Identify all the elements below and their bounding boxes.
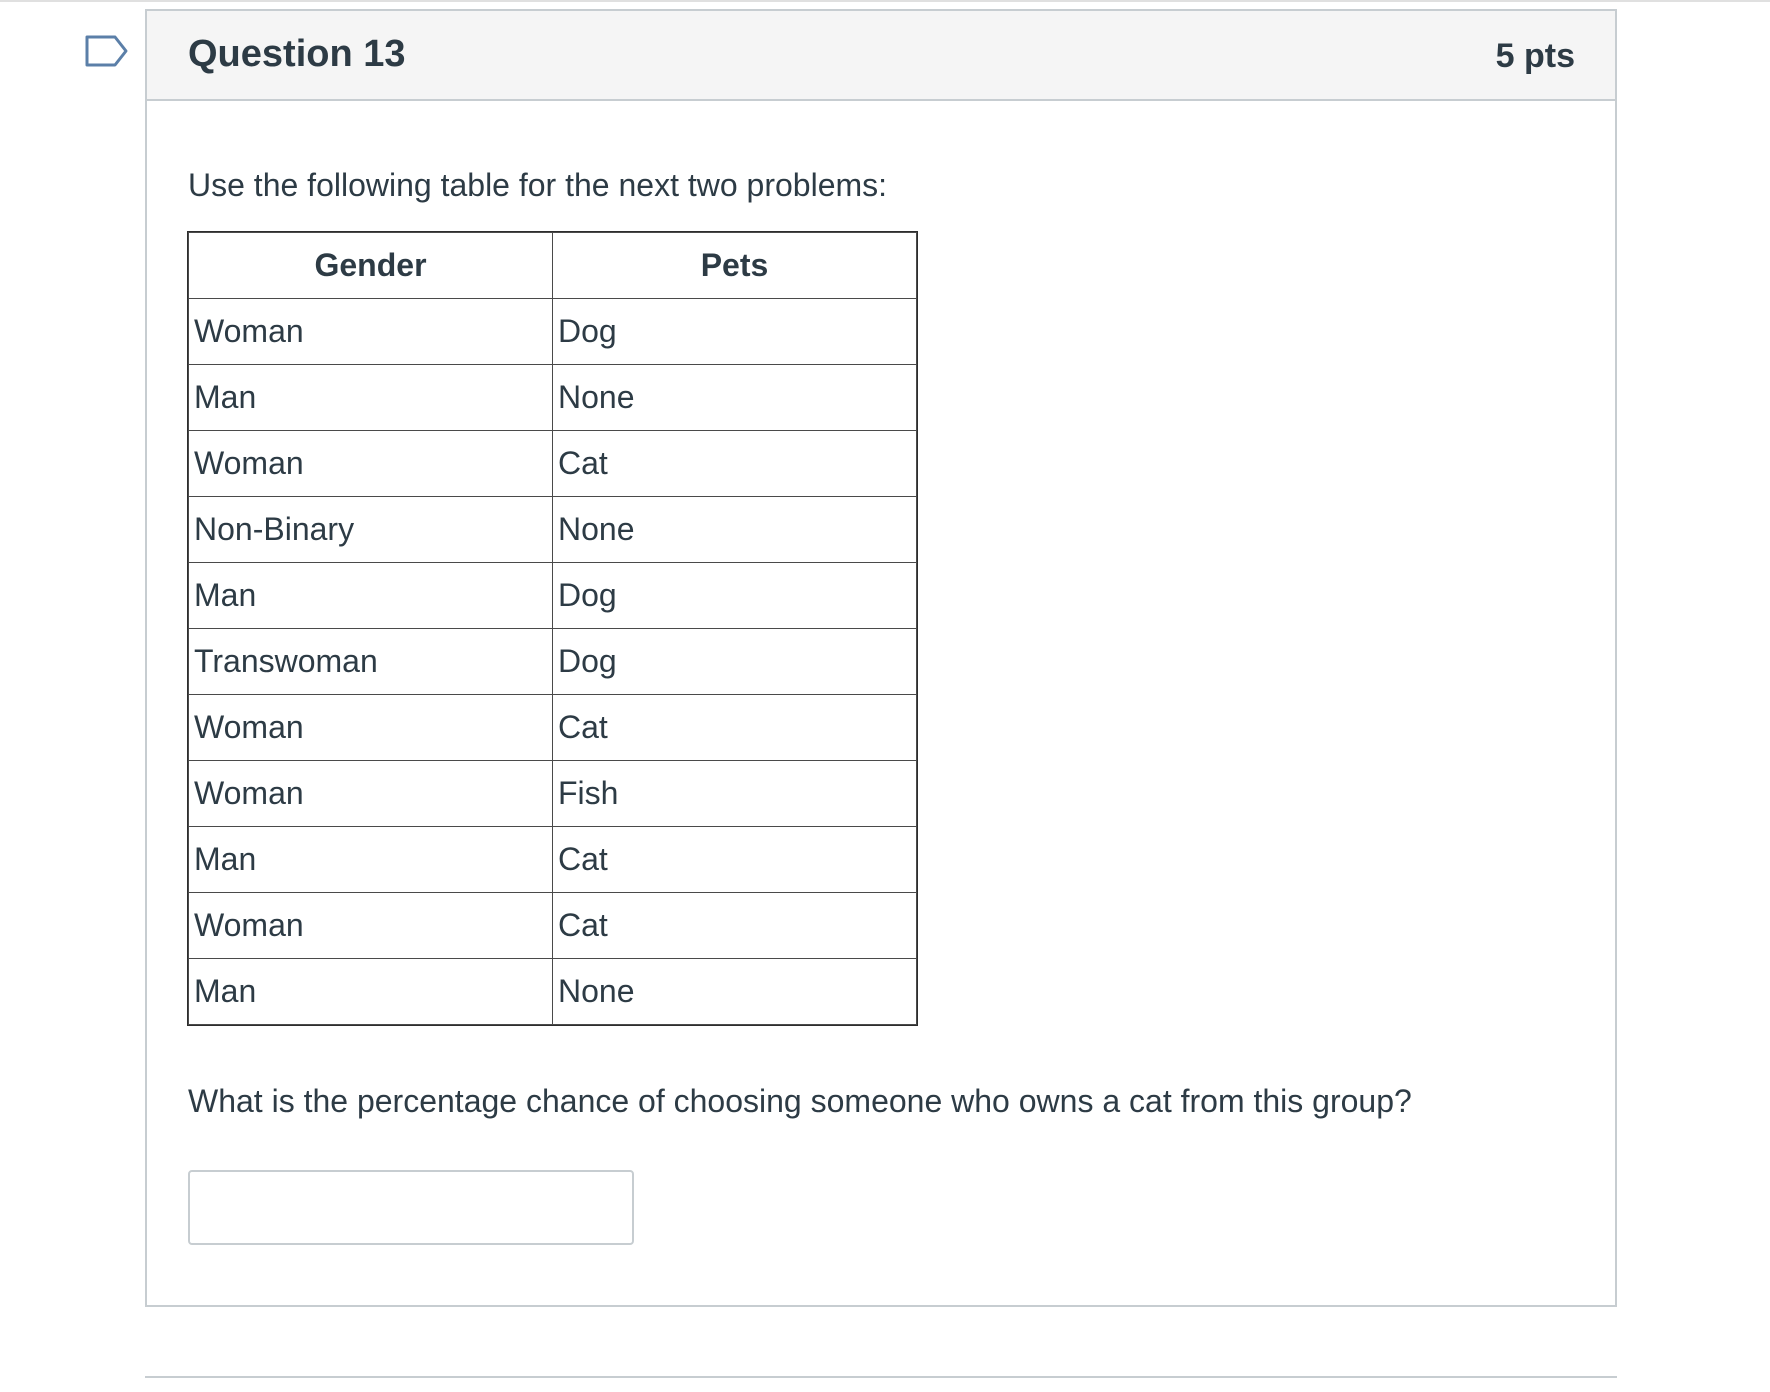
table-header-row xyxy=(189,233,917,299)
table-row xyxy=(189,629,917,695)
table-row xyxy=(189,497,917,563)
question-title: Question 13 xyxy=(188,33,406,75)
gender-cell: Woman xyxy=(189,893,553,959)
pet-cell: None xyxy=(553,959,917,1025)
gender-cell: Man xyxy=(189,959,553,1025)
table-row xyxy=(189,695,917,761)
gender-cell: Man xyxy=(189,563,553,629)
top-divider xyxy=(0,0,1770,2)
gender-cell: Non-Binary xyxy=(189,497,553,563)
table-row xyxy=(189,827,917,893)
table-row xyxy=(189,959,917,1025)
gender-cell: Man xyxy=(189,365,553,431)
question-card xyxy=(145,9,1617,1307)
table-row xyxy=(189,431,917,497)
pet-cell: Dog xyxy=(553,299,917,365)
table-row xyxy=(189,893,917,959)
gender-cell: Woman xyxy=(189,299,553,365)
gender-cell: Man xyxy=(189,827,553,893)
gender-cell: Woman xyxy=(189,431,553,497)
question-intro-text: Use the following table for the next two problems: xyxy=(188,167,888,203)
bottom-divider xyxy=(145,1376,1617,1378)
pet-cell: Cat xyxy=(553,431,917,497)
gender-cell: Transwoman xyxy=(189,629,553,695)
question-prompt-text: What is the percentage chance of choosing someone who owns a cat from this group? xyxy=(188,1083,1412,1119)
table-row xyxy=(189,563,917,629)
pet-cell: Cat xyxy=(553,695,917,761)
table-row xyxy=(189,365,917,431)
pet-cell: Cat xyxy=(553,893,917,959)
table-row xyxy=(189,761,917,827)
pet-cell: Fish xyxy=(553,761,917,827)
question-header xyxy=(147,11,1615,101)
pet-cell: None xyxy=(553,497,917,563)
bookmark-flag-icon[interactable] xyxy=(85,35,129,67)
data-table xyxy=(188,232,917,1025)
gender-cell: Woman xyxy=(189,761,553,827)
pet-cell: None xyxy=(553,365,917,431)
question-points: 5 pts xyxy=(1495,37,1575,75)
gender-cell: Woman xyxy=(189,695,553,761)
pet-cell: Dog xyxy=(553,563,917,629)
pet-cell: Cat xyxy=(553,827,917,893)
column-header-pets: Pets xyxy=(553,233,917,299)
column-header-gender: Gender xyxy=(189,233,553,299)
pet-cell: Dog xyxy=(553,629,917,695)
table-row xyxy=(189,299,917,365)
answer-input[interactable] xyxy=(188,1170,634,1245)
